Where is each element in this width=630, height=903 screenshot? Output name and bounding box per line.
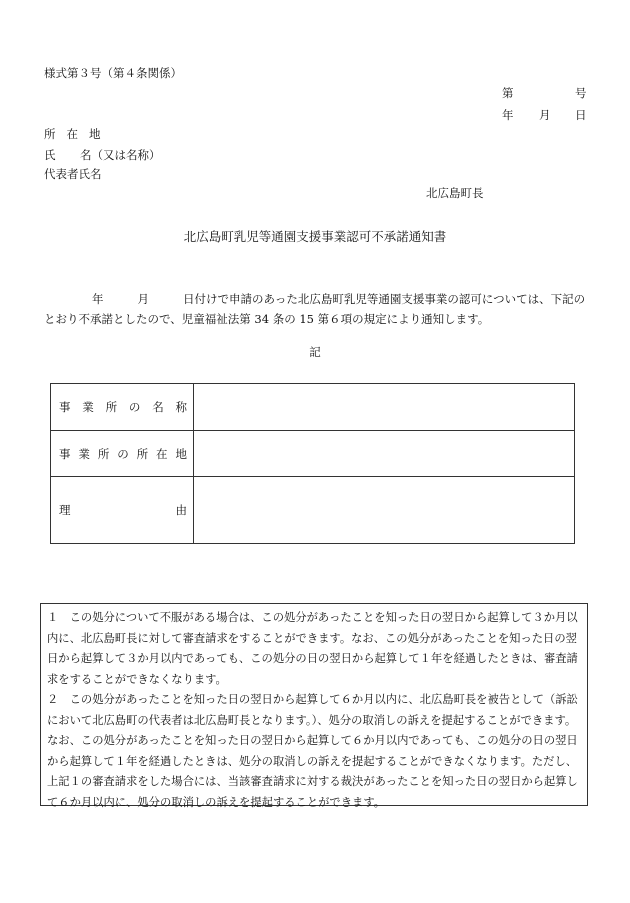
table-row bbox=[51, 477, 575, 544]
label-char: 理 bbox=[59, 503, 71, 517]
body-year: 年 bbox=[92, 292, 104, 306]
label-char: 事 bbox=[59, 446, 71, 461]
business-address-label bbox=[51, 431, 194, 477]
business-name-label bbox=[51, 384, 194, 431]
issuer-name: 北広島町長 bbox=[426, 186, 484, 200]
label-char: 業 bbox=[82, 400, 94, 414]
date-month-label: 月 bbox=[539, 108, 551, 122]
label-char: 由 bbox=[175, 503, 187, 517]
label-char: 称 bbox=[175, 400, 187, 414]
date-day-label: 日 bbox=[575, 108, 587, 122]
appeal-notice bbox=[40, 603, 588, 809]
notice-paragraph-2: ２ この処分があったことを知った日の翌日から起算して６か月以内に、北広島町長を被告として（訴訟において北広島町の代表者は北広島町長となります。）、処分の取消しの訴えを提起することができます。なお、この処分があったことを知った日の翌日から起算して６か月以内であっても、この処分の日の翌日から起算して１年を経過したときは、処分の取消しの訴えを提起することができなくなります。ただし、上記１の審査請求をした場合には、当該審査請求に対する裁決があったことを知った日の翌日から起算して６か月以内に、処分の取消しの訴えを提起することができます。 bbox=[47, 693, 578, 809]
reason-value bbox=[194, 477, 575, 544]
name-label-part2: 名（又は名称） bbox=[80, 148, 161, 162]
business-name-value bbox=[194, 384, 575, 431]
body-text bbox=[44, 289, 590, 329]
form-label: 様式第３号（第４条関係） bbox=[44, 66, 182, 80]
table-row bbox=[51, 431, 575, 477]
info-table bbox=[50, 383, 575, 544]
address-label: 所在地 bbox=[44, 127, 112, 141]
body-month: 月 bbox=[137, 292, 149, 306]
label-char: 在 bbox=[156, 446, 168, 461]
table-row bbox=[51, 384, 575, 431]
name-label-part1: 氏 bbox=[44, 148, 56, 162]
document-number-suffix: 号 bbox=[575, 86, 587, 100]
business-address-value bbox=[194, 431, 575, 477]
representative-label: 代表者氏名 bbox=[44, 167, 102, 181]
body-main-text: 日付けで申請のあった北広島町乳児等通園支援事業の認可については、下記のとおり不承諾としたので、児童福祉法第 34 条の 15 第６項の規定により通知します。 bbox=[44, 292, 586, 326]
label-char: 事 bbox=[59, 400, 71, 414]
label-char: 所 bbox=[97, 446, 110, 461]
notice-paragraph-1: １ この処分について不服がある場合は、この処分があったことを知った日の翌日から起算して３か月以内に、北広島町長に対して審査請求をすることができます。なお、この処分があったことを知った日の翌日から起算して３か月以内であっても、この処分の日の翌日から起算して１年を経過したときは、審査請求をすることができなくなります。 bbox=[47, 611, 578, 686]
date-year-label: 年 bbox=[502, 108, 514, 122]
ki-heading: 記 bbox=[309, 345, 321, 359]
label-char: 所 bbox=[105, 400, 118, 414]
label-char: 地 bbox=[175, 446, 187, 461]
document-title: 北広島町乳児等通園支援事業認可不承諾通知書 bbox=[183, 229, 447, 244]
label-char: 業 bbox=[78, 446, 90, 461]
label-char: 名 bbox=[152, 400, 164, 414]
reason-label bbox=[51, 477, 194, 544]
label-char: の bbox=[128, 400, 141, 414]
label-char: 所 bbox=[136, 446, 149, 461]
name-label bbox=[44, 150, 161, 162]
label-char: の bbox=[117, 446, 129, 461]
document-number-prefix: 第 bbox=[502, 86, 514, 100]
